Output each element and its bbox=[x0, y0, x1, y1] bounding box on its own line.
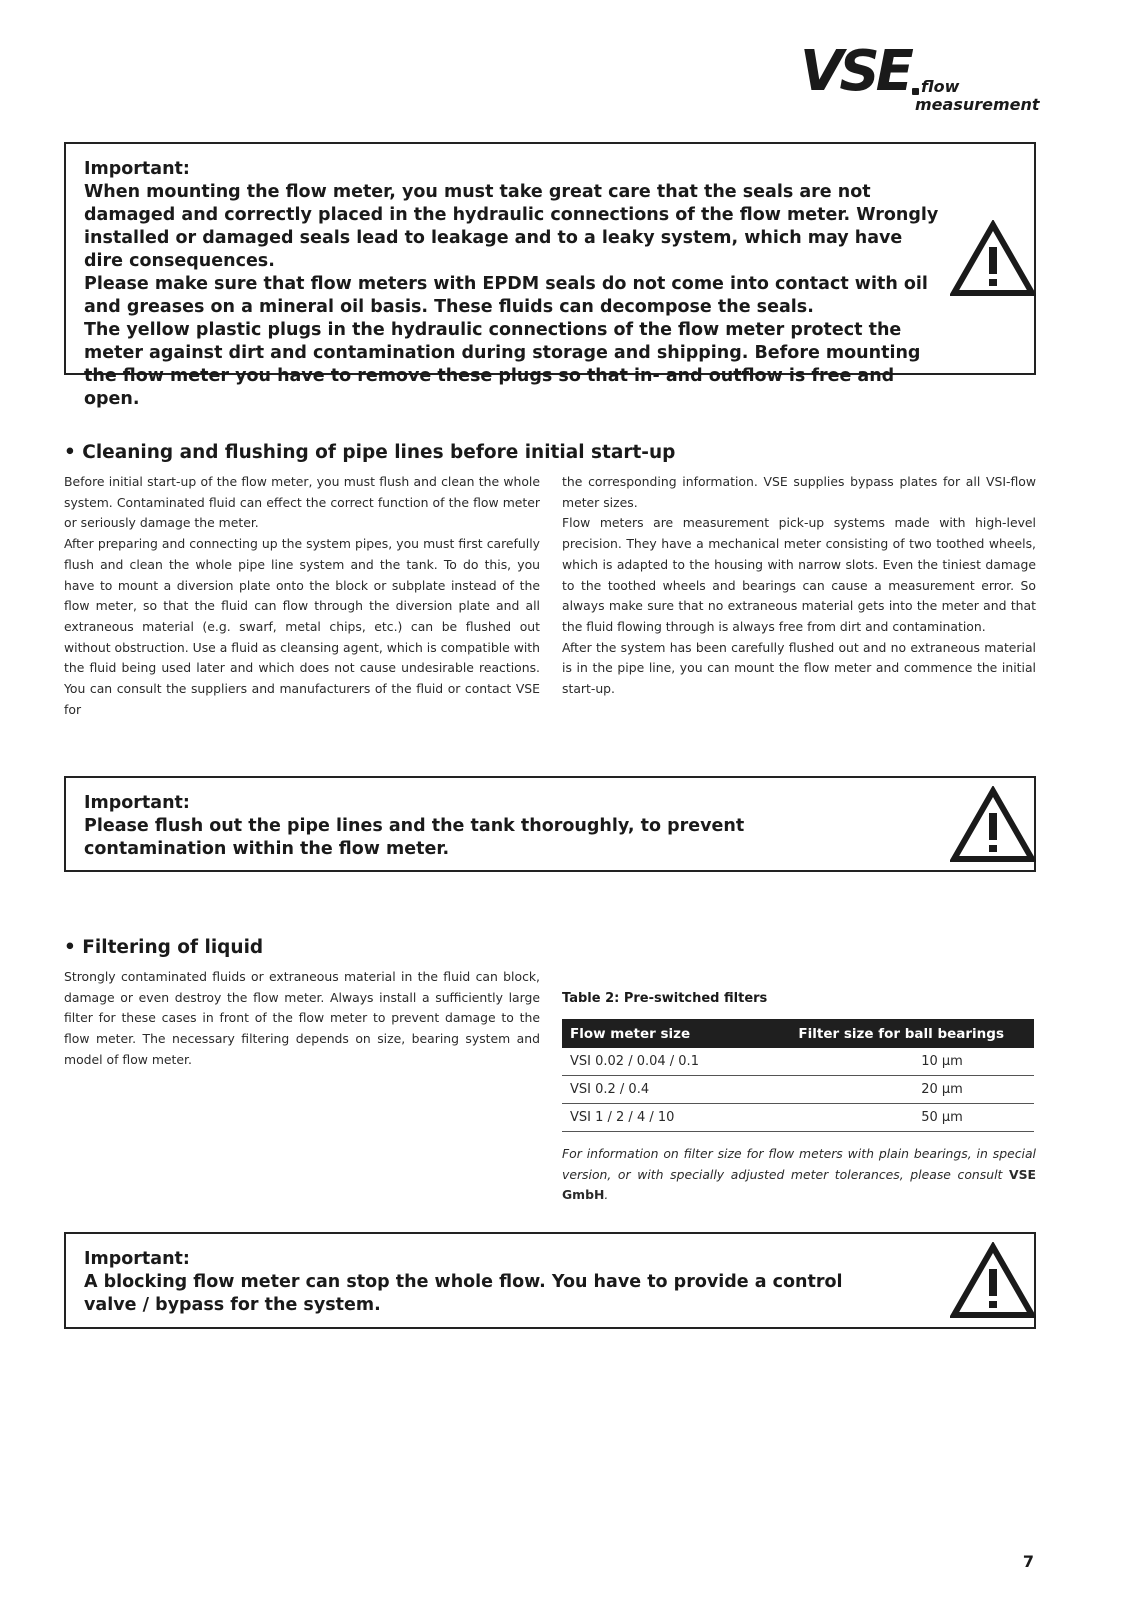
warning-line: A blocking flow meter can stop the whole flow. You have to provide a control valve / bypass for the system. bbox=[84, 1272, 843, 1315]
filtering-paragraph: Strongly contaminated fluids or extraneous material in the fluid can block, damage or even destroy the flow meter. Always install a sufficiently large filter for these cases in front of the flow meter to prevent damage to the flow meter. The necessary filtering depends on size, bearing system and model of flow meter. bbox=[64, 969, 540, 1067]
warning-box-mounting bbox=[64, 142, 1036, 409]
section-title-filtering: • Filtering of liquid bbox=[64, 937, 264, 958]
vse-logo bbox=[800, 39, 1040, 116]
warning-line: The yellow plastic plugs in the hydraulic connections of the flow meter protect the meter against dirt and contamination during storage and shipping. Before mounting the flow meter you have to remove these plugs so that in- and outflow is free and open. bbox=[84, 320, 921, 409]
table-row bbox=[562, 1048, 1034, 1076]
paragraph: the corresponding information. VSE supplies bypass plates for all VSI-flow meter sizes. bbox=[562, 474, 1036, 510]
logo-vse-text: VSE bbox=[800, 39, 910, 104]
warning-text bbox=[84, 158, 946, 411]
warning-triangle-icon bbox=[950, 786, 1036, 864]
filter-note bbox=[562, 1144, 1036, 1206]
paragraph: Flow meters are measurement pick-up systems made with high-level precision. They have a mechanical meter consisting of two toothed wheels, which is adapted to the housing with narrow slots. Even the tiniest damage to the toothed wheels and bearings can cause a measurement error. So always make sure that no extraneous material gets into the meter and that the fluid flowing through is always free from dirt and contamination. bbox=[562, 515, 1036, 634]
logo-flow-text: flow bbox=[921, 77, 960, 96]
warning-box-flush bbox=[64, 776, 1036, 872]
table-cell: 20 µm bbox=[738, 1076, 1034, 1104]
table-header-row bbox=[562, 1019, 1034, 1048]
table-cell: 50 µm bbox=[738, 1104, 1034, 1132]
warning-heading: Important: bbox=[84, 793, 190, 813]
paragraph: Before initial start-up of the flow meter, you must flush and clean the whole system. Contaminated fluid can effect the correct function of the flow meter or seriously damage the meter. bbox=[64, 474, 540, 531]
table-cell: VSI 0.02 / 0.04 / 0.1 bbox=[562, 1048, 738, 1076]
note-company: VSE GmbH bbox=[562, 1166, 1036, 1203]
table-cell: VSI 0.2 / 0.4 bbox=[562, 1076, 738, 1104]
table-caption: Table 2: Pre-switched filters bbox=[562, 991, 768, 1006]
warning-heading: Important: bbox=[84, 159, 190, 179]
paragraph: After preparing and connecting up the system pipes, you must first carefully flush and clean the whole pipe line system and the tank. To do this, you have to mount a diversion plate onto the block or subplate instead of the flow meter, so that the fluid can flow through the diversion plate and all extraneous material (e.g. swarf, metal chips, etc.) can be flushed out without obstruction. Use a fluid as cleansing agent, which is compatible with the fluid being used later and which does not cause undesirable reactions. You can consult the suppliers and manufacturers of the fluid or contact VSE for bbox=[64, 536, 540, 717]
cleaning-left-column bbox=[64, 472, 540, 720]
table-row bbox=[562, 1104, 1034, 1132]
warning-text bbox=[84, 1248, 884, 1317]
warning-line: Please flush out the pipe lines and the tank thoroughly, to prevent contamination within the flow meter. bbox=[84, 816, 745, 859]
warning-text bbox=[84, 792, 884, 861]
warning-triangle-icon bbox=[950, 220, 1036, 298]
table-cell: VSI 1 / 2 / 4 / 10 bbox=[562, 1104, 738, 1132]
warning-heading: Important: bbox=[84, 1249, 190, 1269]
table-cell: 10 µm bbox=[738, 1048, 1034, 1076]
table-header-cell: Flow meter size bbox=[562, 1019, 738, 1048]
warning-triangle-icon bbox=[950, 1242, 1036, 1320]
logo-dot bbox=[912, 88, 919, 95]
page-number: 7 bbox=[1022, 1552, 1034, 1571]
filter-table bbox=[562, 1019, 1034, 1132]
table-row bbox=[562, 1076, 1034, 1104]
note-text: For information on filter size for flow meters with plain bearings, in special version, or with specially adjusted meter tolerances, please consult bbox=[562, 1146, 1036, 1182]
warning-line: When mounting the flow meter, you must take great care that the seals are not damaged and correctly placed in the hydraulic connections of the flow meter. Wrongly installed or damaged seals lead to leakage and to a leaky system, which may have dire consequences. bbox=[84, 182, 939, 271]
section-title-cleaning: • Cleaning and flushing of pipe lines before initial start-up bbox=[64, 442, 676, 463]
warning-line: Please make sure that flow meters with EPDM seals do not come into contact with oil and greases on a mineral oil basis. These fluids can decompose the seals. bbox=[84, 274, 928, 317]
paragraph: After the system has been carefully flushed out and no extraneous material is in the pipe line, you can mount the flow meter and commence the initial start-up. bbox=[562, 639, 1036, 697]
note-end: . bbox=[604, 1187, 609, 1203]
warning-box-blocking bbox=[64, 1232, 1036, 1329]
table-header-cell: Filter size for ball bearings bbox=[738, 1019, 1034, 1048]
logo-measurement-text: measurement bbox=[915, 95, 1040, 114]
cleaning-right-column bbox=[562, 472, 1036, 700]
